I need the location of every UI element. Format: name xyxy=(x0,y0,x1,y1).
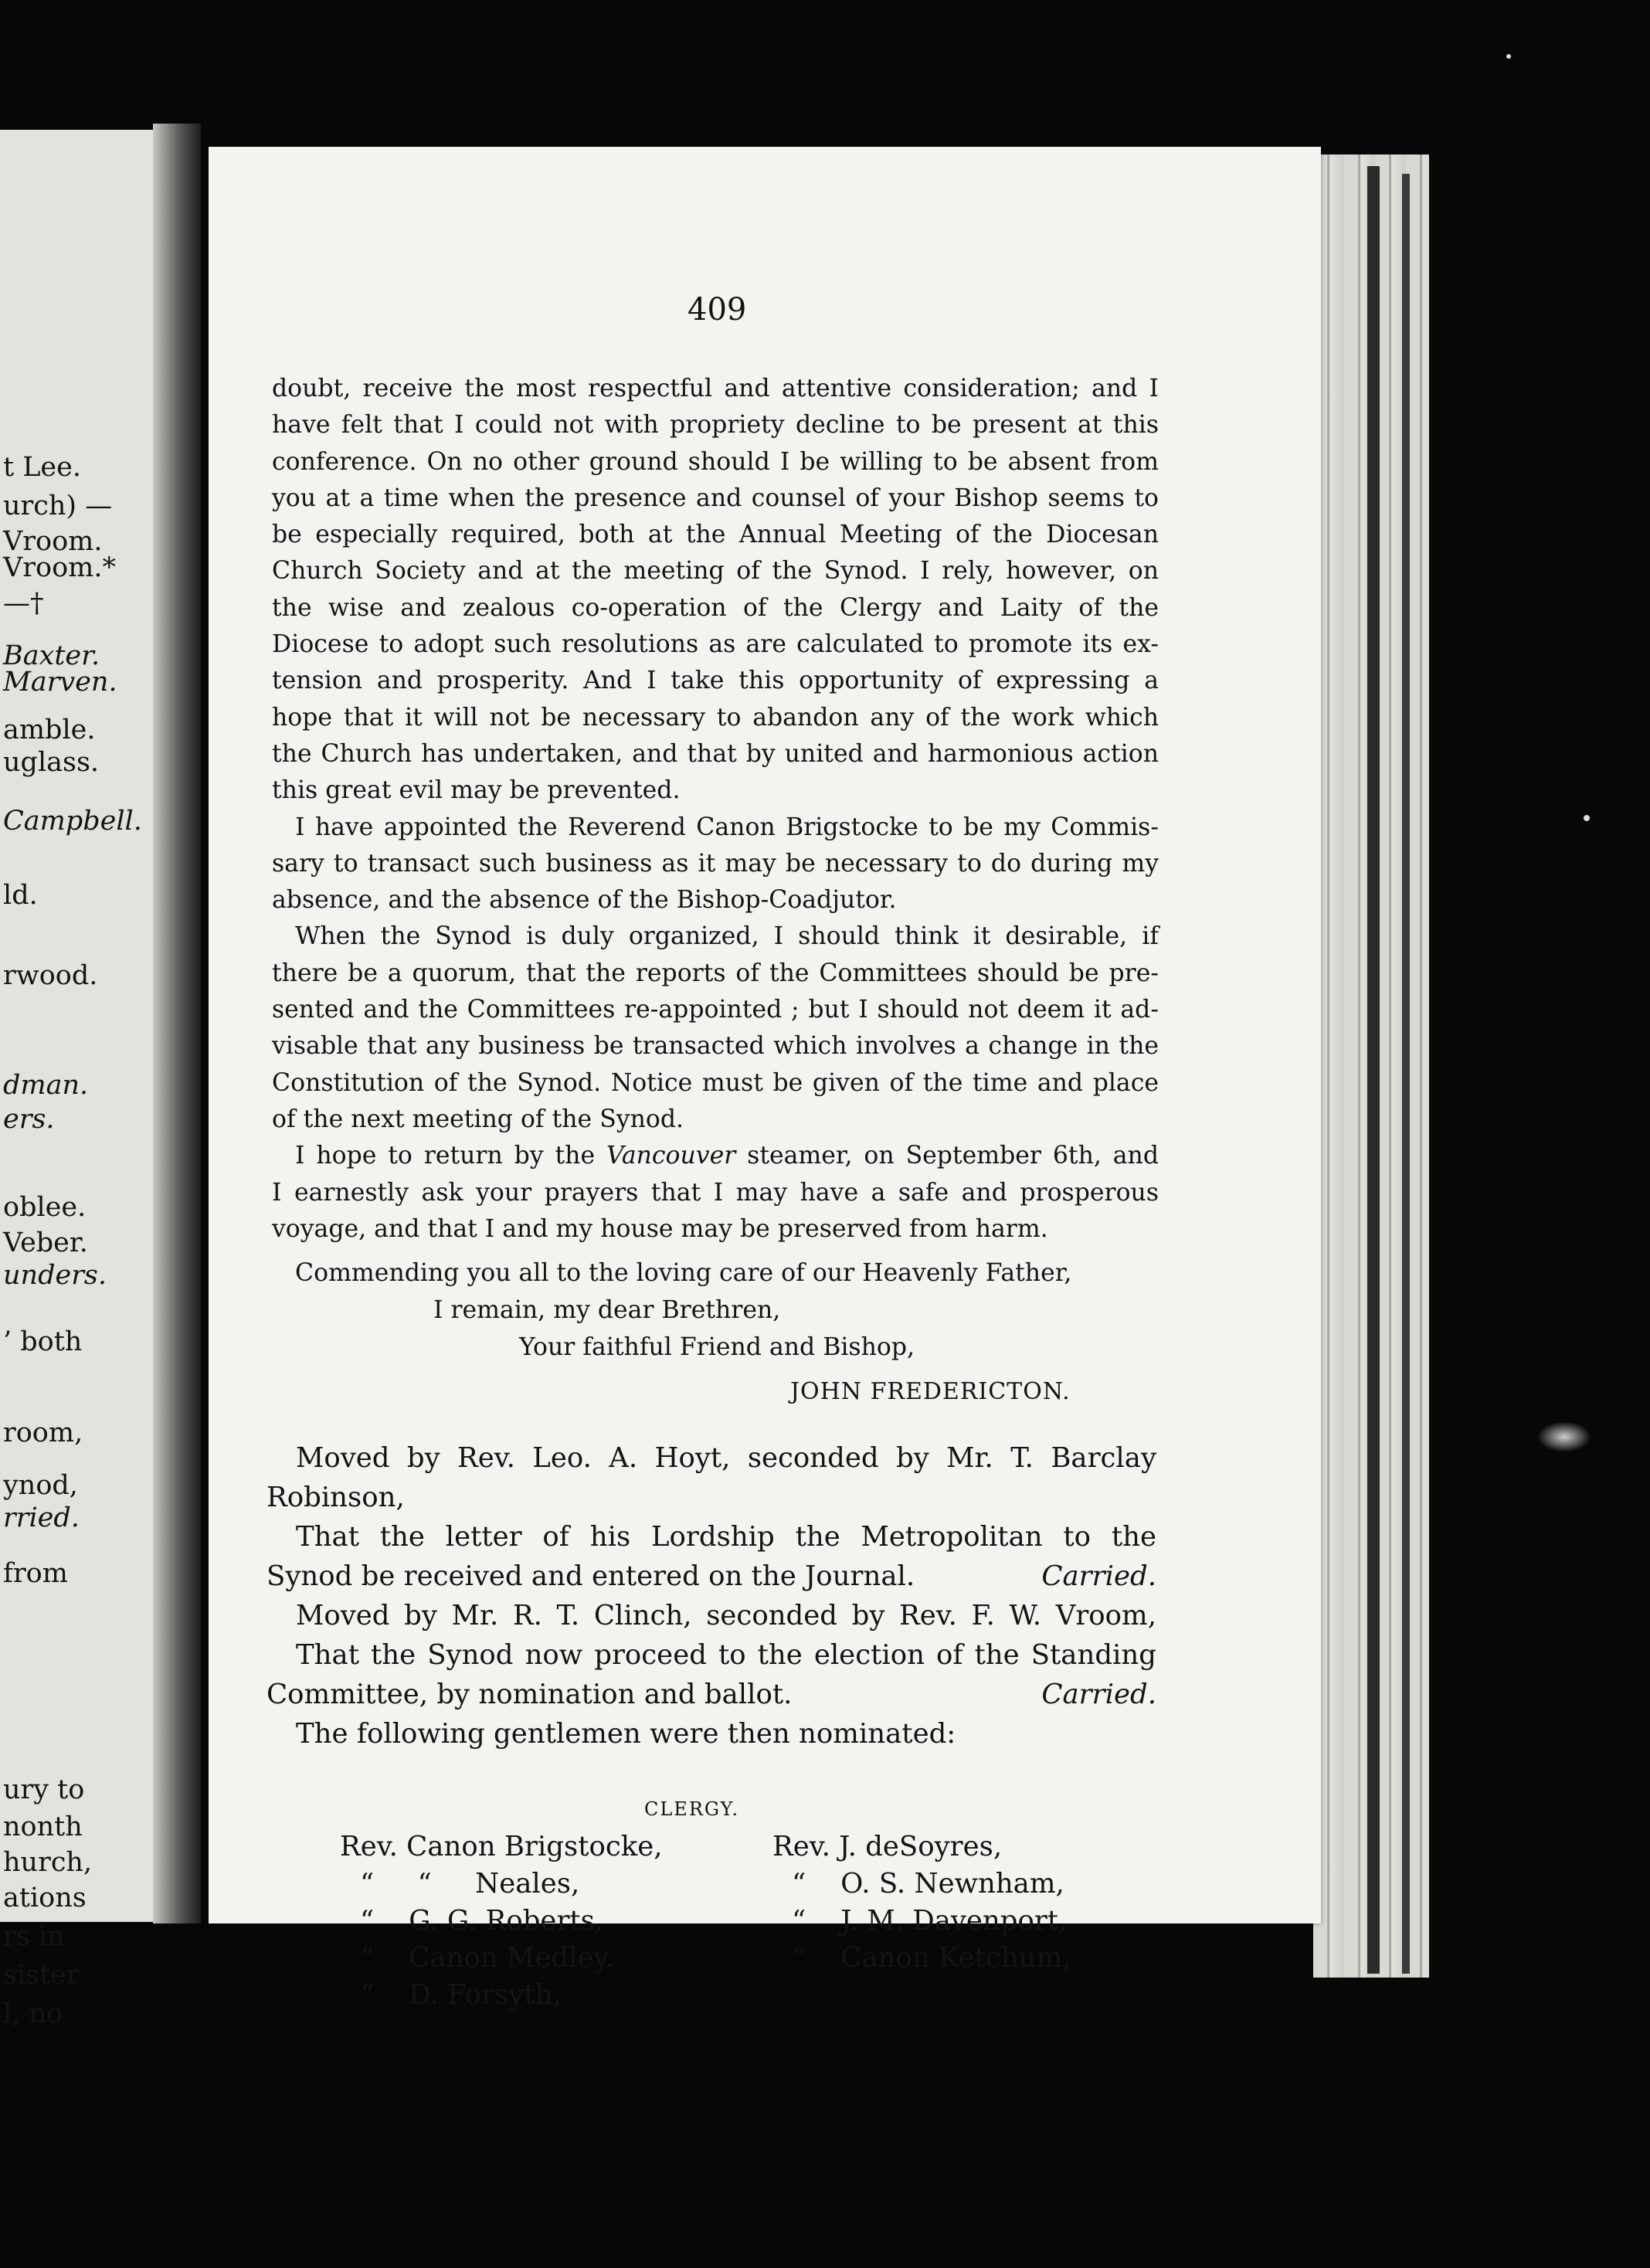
resolution-2-line-1: That the Synod now proceed to the election of the Standing xyxy=(296,1639,1156,1671)
motion-1-line-2: Robinson, xyxy=(267,1482,405,1513)
text-after-ship: steamer, on September 6th, and xyxy=(735,1142,1159,1170)
previous-page-line: nonth xyxy=(3,1811,83,1842)
resolution-2-line-2 xyxy=(267,1675,1156,1714)
text-line: the wise and zealous co-operation of the Clergy and Laity of the xyxy=(272,593,1159,622)
previous-page-line: ld. xyxy=(3,880,38,911)
previous-page-line: rs in xyxy=(3,1921,65,1952)
previous-page-line: ury to xyxy=(3,1774,85,1805)
motion-1-line-1: Moved by Rev. Leo. A. Hoyt, seconded by Mr. T. Barclay xyxy=(296,1442,1156,1474)
closing-faithful: Your faithful Friend and Bishop, xyxy=(519,1333,915,1361)
text-line: hope that it will not be necessary to abandon any of the work which xyxy=(272,703,1159,732)
clergy-nominee: “ D. Forsyth, xyxy=(360,1979,562,2011)
carried-2: Carried. xyxy=(1041,1679,1156,1710)
clergy-nominee: “ Canon Medley. xyxy=(360,1942,615,1974)
clergy-nominee: Rev. Canon Brigstocke, xyxy=(340,1831,663,1862)
clergy-nominee: “ J. M. Davenport, xyxy=(792,1905,1068,1937)
text-line: Constitution of the Synod. Notice must be given of the time and place xyxy=(272,1068,1159,1097)
clergy-nominee: “ G. G. Roberts, xyxy=(360,1905,604,1937)
page-stack-shadow-2 xyxy=(1402,174,1410,1974)
resolution-2-text: Committee, by nomination and ballot. xyxy=(267,1679,793,1710)
synod-minutes xyxy=(267,1438,1156,1754)
previous-page-line: oblee. xyxy=(3,1192,87,1223)
previous-page-line: Marven. xyxy=(3,667,117,698)
text-line: voyage, and that I and my house may be preserved from harm. xyxy=(272,1214,1048,1243)
clergy-nominee: “ O. S. Newnham, xyxy=(792,1868,1064,1900)
previous-page-line: t Lee. xyxy=(3,452,81,483)
text-line: doubt, receive the most respectful and attentive consideration; and I xyxy=(272,375,1159,402)
text-line: sented and the Committees re-appointed ; but I should not deem it ad- xyxy=(272,996,1159,1024)
clergy-nominee: “ Canon Ketchum, xyxy=(792,1942,1071,1974)
previous-page-line: —† xyxy=(3,588,44,619)
text-line: of the next meeting of the Synod. xyxy=(272,1105,684,1133)
nominations-intro: The following gentlemen were then nominated: xyxy=(296,1718,956,1750)
scan-artifact xyxy=(1537,1421,1591,1452)
previous-page-line: Campbell. xyxy=(3,806,142,837)
resolution-1-line-2 xyxy=(267,1557,1156,1596)
clergy-nominee: Rev. J. deSoyres, xyxy=(772,1831,1003,1862)
paragraph-2 xyxy=(272,810,1159,919)
book-gutter xyxy=(153,124,201,1923)
previous-page-line: Baxter. xyxy=(3,640,100,671)
text-line: Church Society and at the meeting of the Synod. I rely, however, on xyxy=(272,557,1159,586)
previous-page-line: ers. xyxy=(3,1104,55,1135)
signature: JOHN FREDERICTON. xyxy=(790,1378,1071,1405)
previous-page-line: Vroom. xyxy=(3,526,103,557)
text-line: tension and prosperity. And I take this opportunity of expressing a xyxy=(272,667,1159,695)
previous-page-line: ations xyxy=(3,1883,87,1913)
paragraph-4 xyxy=(272,1138,1159,1248)
text-line: I have appointed the Reverend Canon Brigstocke to be my Commis- xyxy=(295,813,1159,841)
text-line: there be a quorum, that the reports of the Committees should be pre- xyxy=(272,959,1159,987)
paragraph-4-rest xyxy=(272,1175,1159,1248)
text-line: the Church has undertaken, and that by united and harmonious action xyxy=(272,739,1159,768)
previous-page-line: room, xyxy=(3,1418,83,1448)
closing-commending: Commending you all to the loving care of our Heavenly Father, xyxy=(295,1259,1072,1287)
paragraph-4-line-1 xyxy=(272,1138,1159,1174)
previous-page-line: from xyxy=(3,1558,68,1589)
text-before-ship: I hope to return by the xyxy=(295,1142,606,1170)
page-number: 409 xyxy=(688,292,747,328)
text-line: be especially required, both at the Annual Meeting of the Diocesan xyxy=(272,521,1159,549)
paragraph-1 xyxy=(272,371,1159,810)
motion-2: Moved by Mr. R. T. Clinch, seconded by Rev. F. W. Vroom, xyxy=(296,1600,1156,1631)
clergy-heading: CLERGY. xyxy=(644,1798,740,1820)
previous-page-line: amble. xyxy=(3,715,96,745)
text-line: absence, and the absence of the Bishop-Coadjutor. xyxy=(272,886,897,915)
previous-page-line: dman. xyxy=(3,1070,89,1101)
text-line: Diocese to adopt such resolutions as are calculated to promote its ex- xyxy=(272,630,1159,659)
scan-speck xyxy=(1506,54,1511,59)
clergy-nominee: “ “ Neales, xyxy=(360,1868,580,1900)
scan-speck xyxy=(1584,815,1590,821)
text-line: visable that any business be transacted which involves a change in the xyxy=(272,1032,1159,1061)
paragraph-3 xyxy=(272,918,1159,1138)
text-line: you at a time when the presence and counsel of your Bishop seems to xyxy=(272,484,1159,512)
previous-page-line: rwood. xyxy=(3,960,98,991)
previous-page-line: ’ both xyxy=(3,1326,83,1357)
text-line: have felt that I could not with propriety decline to be present at this xyxy=(272,411,1159,440)
text-line: When the Synod is duly organized, I should think it desirable, if xyxy=(295,922,1159,951)
previous-page-line: sister xyxy=(3,1960,80,1991)
previous-page-line: urch) — xyxy=(3,491,113,521)
letter-body xyxy=(272,371,1159,1248)
resolution-1-text: Synod be received and entered on the Journal. xyxy=(267,1560,915,1592)
text-line: sary to transact such business as it may be necessary to do during my xyxy=(272,849,1159,878)
page-stack-shadow xyxy=(1367,166,1380,1974)
previous-page-line: unders. xyxy=(3,1260,107,1291)
resolution-1-line-1: That the letter of his Lordship the Metropolitan to the xyxy=(296,1521,1156,1553)
previous-page-line: hurch, xyxy=(3,1847,93,1878)
text-line: conference. On no other ground should I be willing to be absent from xyxy=(272,447,1159,476)
previous-page-line: Veber. xyxy=(3,1227,88,1258)
carried-1: Carried. xyxy=(1041,1560,1156,1592)
previous-page-line: uglass. xyxy=(3,747,100,778)
previous-page-line: l, no xyxy=(3,1998,63,2029)
previous-page-line: ynod, xyxy=(3,1470,78,1501)
previous-page-line: Vroom.* xyxy=(3,552,116,583)
closing-remain: I remain, my dear Brethren, xyxy=(433,1296,781,1324)
previous-page-line: rried. xyxy=(3,1502,80,1533)
text-line: I earnestly ask your prayers that I may have a safe and prosperous xyxy=(272,1178,1159,1207)
ship-name: Vancouver xyxy=(606,1142,736,1170)
text-line: this great evil may be prevented. xyxy=(272,776,681,805)
